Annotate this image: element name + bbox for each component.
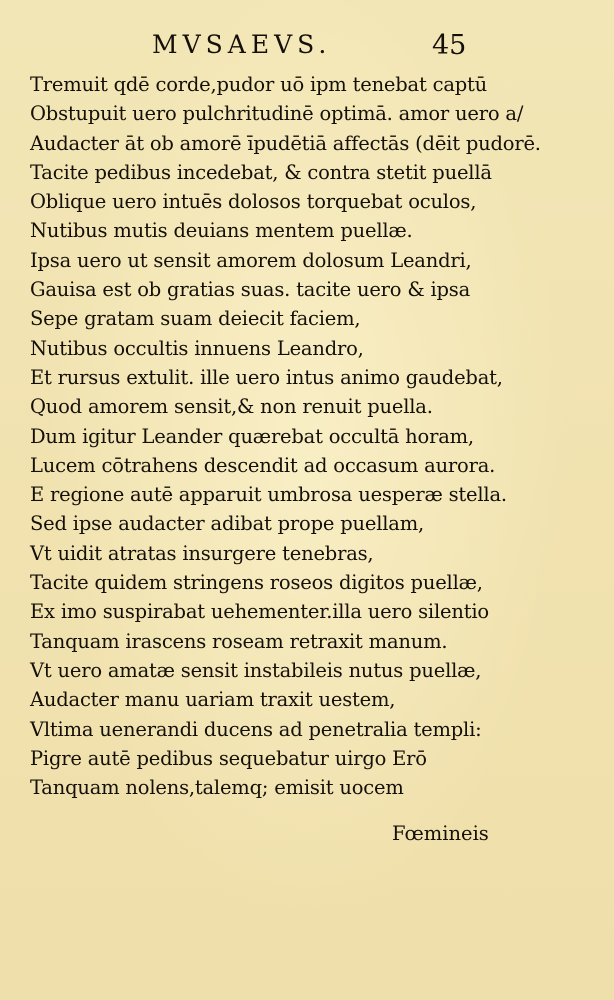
- verse-line: Sed ipse audacter adibat prope puellam,: [30, 512, 424, 536]
- verse-line: Tremuit qdē corde,pudor uō ipm tenebat captū: [30, 73, 488, 96]
- verse-line: Vt uero amatæ sensit instabileis nutus puellæ,: [30, 658, 482, 682]
- verse-line: Obstupuit uero pulchritudinē optimā. amor uero a/: [30, 102, 524, 126]
- verse-line: Ex imo suspirabat uehementer.illa uero silentio: [30, 600, 489, 624]
- verse-line: Tacite pedibus incedebat, & contra stetit puellā: [30, 160, 492, 184]
- verse-line: Quod amorem sensit,& non renuit puella.: [30, 395, 433, 419]
- verse-line: Oblique uero intuēs dolosos torquebat oculos,: [30, 190, 477, 214]
- verse-line: Sepe gratam suam deiecit faciem,: [30, 307, 361, 331]
- verse-line: Pigre autē pedibus sequebatur uirgo Erō: [30, 746, 427, 770]
- verse-line: Gauisa est ob gratias suas. tacite uero & ipsa: [30, 278, 471, 302]
- page-number: 45: [432, 30, 467, 61]
- verse-line: Ipsa uero ut sensit amorem dolosum Leandri,: [30, 248, 472, 272]
- verse-line: Audacter manu uariam traxit uestem,: [30, 688, 396, 712]
- verse-line: Vt uidit atratas insurgere tenebras,: [30, 541, 374, 565]
- verse-line: Nutibus occultis innuens Leandro,: [30, 336, 364, 360]
- verse-line: E regione autē apparuit umbrosa uesperæ stella.: [30, 483, 507, 507]
- running-head: MVSAEVS.: [152, 30, 332, 59]
- verse-line: Tacite quidem stringens roseos digitos puellæ,: [30, 571, 483, 595]
- verse-line: Et rursus extulit. ille uero intus animo gaudebat,: [30, 365, 503, 389]
- verse-text: [30, 70, 541, 802]
- verse-line: Tanquam irascens roseam retraxit manum.: [30, 629, 448, 653]
- verse-line: Nutibus mutis deuians mentem puellæ.: [30, 219, 413, 243]
- verse-line: Vltima uenerandi ducens ad penetralia templi:: [30, 717, 482, 741]
- catchword: Fœmineis: [392, 822, 489, 845]
- page-header: [0, 30, 614, 70]
- verse-line: Dum igitur Leander quærebat occultā horam,: [30, 424, 474, 448]
- verse-line: Audacter āt ob amorē īpudētiā affectās (dēit pudorē.: [30, 131, 541, 155]
- verse-line: Tanquam nolens,talemq; emisit uocem: [30, 776, 404, 800]
- verse-line: Lucem cōtrahens descendit ad occasum aurora.: [30, 453, 496, 477]
